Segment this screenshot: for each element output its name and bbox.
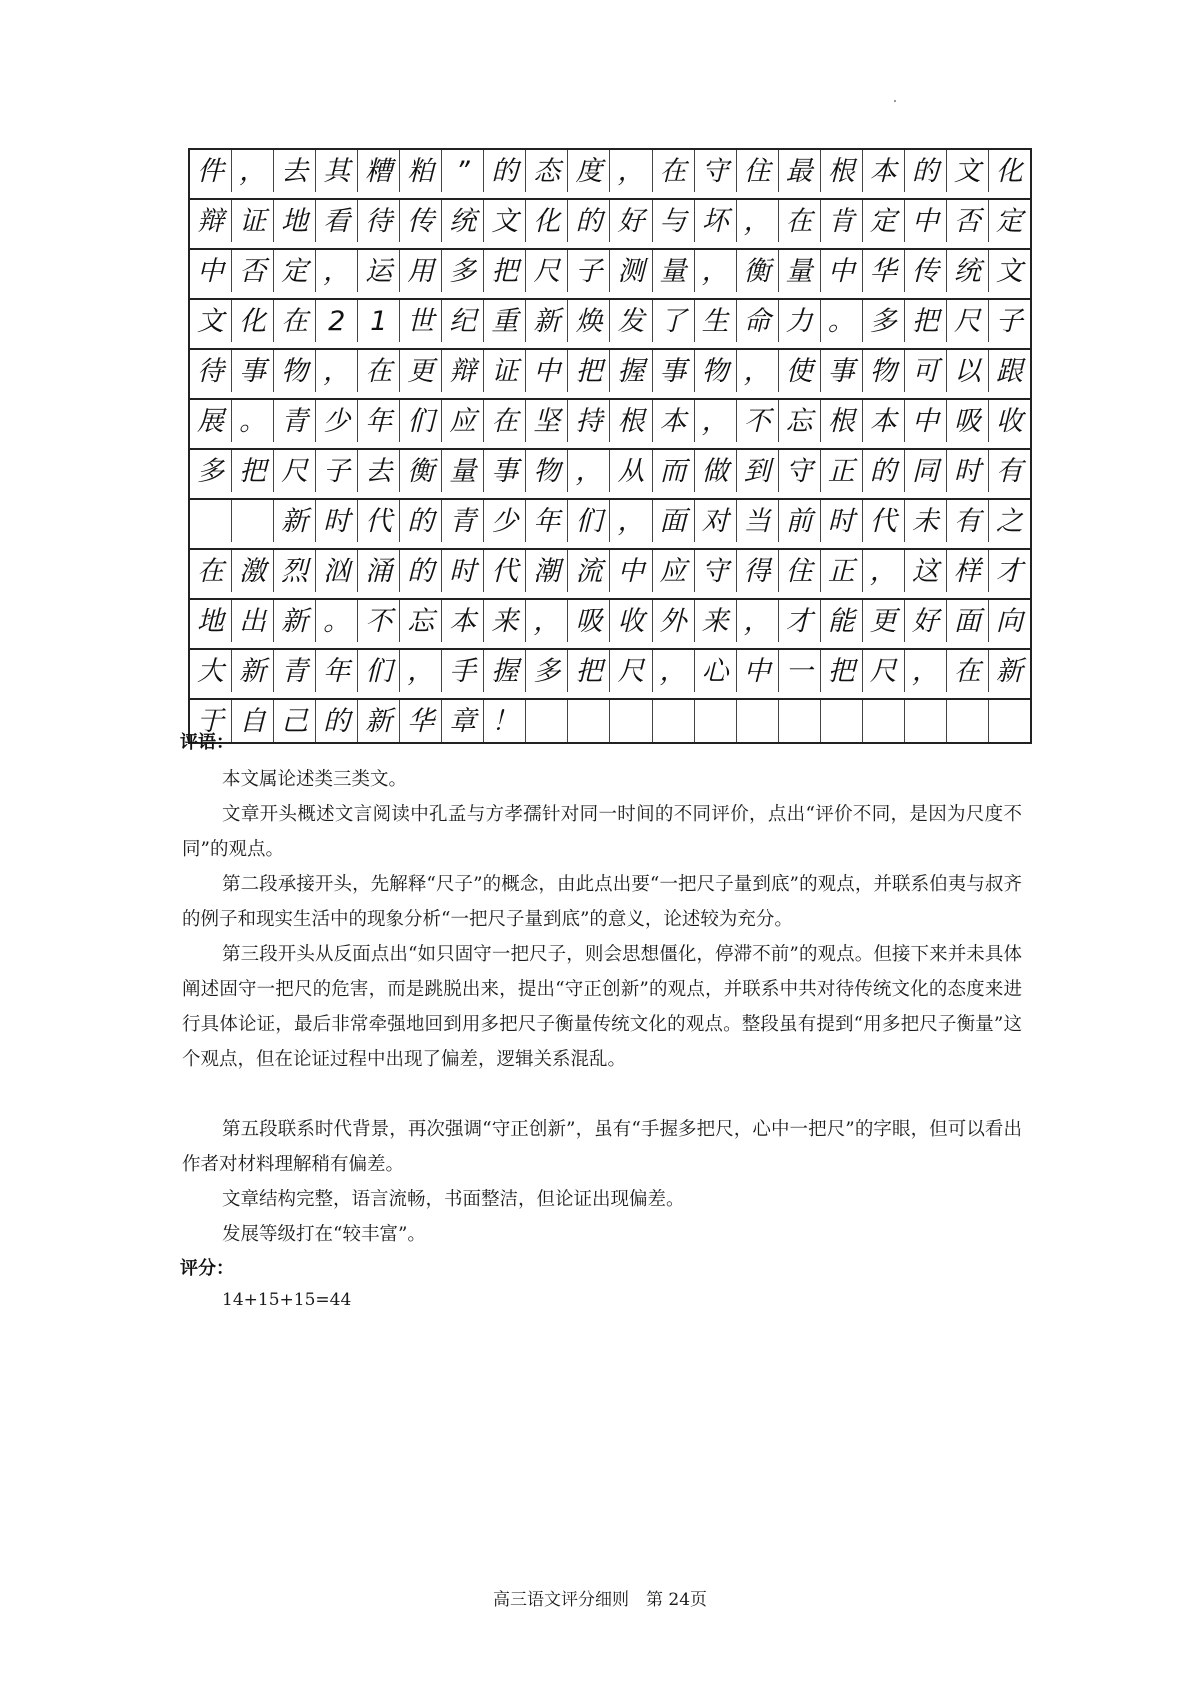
grid-cell: 事 (231, 350, 273, 392)
grid-cell: 地 (197, 605, 225, 637)
grid-cell: 其 (315, 150, 357, 192)
grid-cell: 在 (273, 300, 315, 342)
comment-paragraph-7: 发展等级打在“较丰富”。 (222, 1224, 426, 1245)
grid-cell: 发 (609, 300, 651, 342)
page-footer: 高三语文评分细则 第 24页 (492, 1590, 708, 1610)
grid-cell: 做 (694, 450, 736, 492)
grid-cell: 子 (315, 450, 357, 492)
grid-cell: 手 (441, 650, 483, 692)
grid-cell (190, 500, 231, 542)
grid-cell: 新 (231, 650, 273, 692)
grid-cell: 多 (441, 250, 483, 292)
grid-cell: 好 (609, 200, 651, 242)
grid-cell: 代 (357, 500, 399, 542)
grid-cell: 证 (231, 200, 273, 242)
grid-cell: ， (609, 500, 651, 542)
grid-cell: 向 (988, 600, 1030, 642)
grid-cell: 未 (904, 500, 946, 542)
grid-cell: 文 (988, 250, 1030, 292)
grid-cell: 的 (399, 500, 441, 542)
grid-cell: 把 (483, 250, 525, 292)
grid-cell: 度 (567, 150, 609, 192)
grid-cell: 2 (315, 300, 357, 342)
grid-cell: 代 (862, 500, 904, 542)
score-label: 评分： (180, 1258, 234, 1279)
grid-cell: 中 (197, 255, 225, 287)
grid-cell: 涌 (357, 550, 399, 592)
grid-cell: 尺 (273, 450, 315, 492)
grid-cell (567, 700, 609, 742)
grid-cell: 。 (820, 300, 862, 342)
grid-cell: 物 (273, 350, 315, 392)
grid-cell: 青 (273, 650, 315, 692)
grid-cell: 应 (441, 400, 483, 442)
grid-cell: 物 (694, 350, 736, 392)
grid-cell: 1 (357, 300, 399, 342)
grid-cell: 中 (820, 250, 862, 292)
grid-cell: 中 (609, 550, 651, 592)
grid-cell: 能 (820, 600, 862, 642)
grid-cell: 好 (904, 600, 946, 642)
grid-cell: 当 (736, 500, 778, 542)
grid-cell: 传 (904, 250, 946, 292)
grid-cell: 多 (197, 455, 225, 487)
grid-cell: 华 (862, 250, 904, 292)
grid-cell: 之 (988, 500, 1030, 542)
grid-cell: 事 (820, 350, 862, 392)
comment-paragraph-4: 第三段开头从反面点出“如只固守一把尺子，则会思想僵化，停滞不前”的观点。但接下来并未具体阐述固守一把尺的危害，而是跳脱出来，提出“守正创新”的观点，并联系中共对待传统文化的态度来进行具体论证，最后非常牵强地回到用多把尺子衡量传统文化的观点。整段虽有提到“用多把尺子衡量”这个观点，但在论证过程中出现了偏差，逻辑关系混乱。 (182, 944, 1022, 1070)
grid-cell: 的 (862, 450, 904, 492)
grid-cell: 化 (525, 200, 567, 242)
grid-cell (736, 700, 778, 742)
grid-cell: 使 (778, 350, 820, 392)
grid-cell: 来 (694, 600, 736, 642)
grid-cell: 的 (315, 700, 357, 742)
grid-cell: 本 (441, 600, 483, 642)
grid-cell: 新 (525, 300, 567, 342)
grid-cell: 文 (483, 200, 525, 242)
grid-cell: 本 (862, 150, 904, 192)
grid-cell: 粕 (399, 150, 441, 192)
grid-cell: 把 (904, 300, 946, 342)
grid-cell: 同 (904, 450, 946, 492)
grid-cell: ， (315, 250, 357, 292)
comment-paragraph-1: 本文属论述类三类文。 (222, 769, 408, 790)
grid-cell: 否 (231, 250, 273, 292)
grid-cell: 得 (736, 550, 778, 592)
grid-cell: ” (441, 150, 483, 192)
grid-cell: 定 (988, 200, 1030, 242)
grid-cell: 吸 (946, 400, 988, 442)
grid-cell: 中 (525, 350, 567, 392)
grid-cell: ， (862, 550, 904, 592)
grid-cell: 到 (736, 450, 778, 492)
grid-cell: 前 (778, 500, 820, 542)
grid-cell: 定 (273, 250, 315, 292)
grid-cell: 态 (525, 150, 567, 192)
grid-cell: 糟 (357, 150, 399, 192)
grid-cell: 青 (273, 400, 315, 442)
grid-cell: 章 (441, 700, 483, 742)
grid-cell: 在 (778, 200, 820, 242)
grid-row (190, 398, 1030, 442)
grid-cell: 中 (736, 650, 778, 692)
grid-cell: 了 (652, 300, 694, 342)
grid-cell: 根 (820, 400, 862, 442)
grid-cell: 收 (988, 400, 1030, 442)
grid-cell: 本 (862, 400, 904, 442)
grid-cell: 本 (652, 400, 694, 442)
grid-cell: 以 (946, 350, 988, 392)
grid-cell: ， (315, 350, 357, 392)
grid-cell: 量 (441, 450, 483, 492)
grid-cell: 重 (483, 300, 525, 342)
comment-paragraph-6: 文章结构完整，语言流畅，书面整洁，但论证出现偏差。 (222, 1189, 685, 1210)
grid-cell: 物 (525, 450, 567, 492)
grid-cell: 把 (820, 650, 862, 692)
grid-cell: ！ (483, 700, 525, 742)
grid-cell (231, 500, 273, 542)
grid-cell: 命 (736, 300, 778, 342)
grid-cell: ， (736, 600, 778, 642)
grid-cell: 忘 (778, 400, 820, 442)
grid-cell: 在 (483, 400, 525, 442)
grid-cell: 根 (609, 400, 651, 442)
grid-cell: 自 (231, 700, 273, 742)
grid-cell: 用 (399, 250, 441, 292)
grid-cell: 辩 (197, 205, 225, 237)
grid-cell: 多 (862, 300, 904, 342)
grid-cell: ， (399, 650, 441, 692)
grid-cell: 地 (273, 200, 315, 242)
grid-cell: 的 (483, 150, 525, 192)
grid-cell: 待 (197, 355, 225, 387)
grid-cell: 持 (567, 400, 609, 442)
grid-row (190, 598, 1030, 642)
comment-paragraph-3: 第二段承接开头，先解释“尺子”的概念，由此点出要“一把尺子量到底”的观点，并联系伯夷与叔齐的例子和现实生活中的现象分析“一把尺子量到底”的意义，论述较为充分。 (182, 874, 1022, 930)
grid-cell: 更 (862, 600, 904, 642)
grid-cell: 烈 (273, 550, 315, 592)
grid-cell: ， (231, 150, 273, 192)
grid-cell: 事 (483, 450, 525, 492)
grid-cell: 少 (483, 500, 525, 542)
grid-cell: 们 (357, 650, 399, 692)
grid-cell: 尺 (525, 250, 567, 292)
grid-cell (904, 700, 946, 742)
grid-cell: 应 (652, 550, 694, 592)
grid-cell: 辩 (441, 350, 483, 392)
grid-cell: 心 (694, 650, 736, 692)
grid-cell: 量 (778, 250, 820, 292)
grid-cell: 多 (525, 650, 567, 692)
grid-cell: 潮 (525, 550, 567, 592)
grid-cell: 吸 (567, 600, 609, 642)
grid-cell: 证 (483, 350, 525, 392)
grid-cell: 尺 (862, 650, 904, 692)
grid-cell: 样 (946, 550, 988, 592)
grid-cell: 青 (441, 500, 483, 542)
grid-cell (820, 700, 862, 742)
grid-cell: 可 (904, 350, 946, 392)
grid-cell: 运 (357, 250, 399, 292)
grid-cell: 纪 (441, 300, 483, 342)
grid-cell: 的 (904, 150, 946, 192)
grid-cell: 展 (197, 405, 225, 437)
grid-cell: 。 (315, 600, 357, 642)
grid-cell: 而 (652, 450, 694, 492)
grid-cell: 新 (273, 500, 315, 542)
grid-cell: 力 (778, 300, 820, 342)
grid-cell: 面 (652, 500, 694, 542)
grid-cell: 统 (946, 250, 988, 292)
grid-cell: 于 (197, 705, 225, 737)
grid-cell (525, 700, 567, 742)
grid-cell: 少 (315, 400, 357, 442)
grid-cell: 去 (273, 150, 315, 192)
grid-cell: 流 (567, 550, 609, 592)
grid-row (190, 498, 1030, 542)
grid-cell: 守 (694, 550, 736, 592)
grid-cell: 正 (820, 450, 862, 492)
grid-cell: 们 (567, 500, 609, 542)
grid-cell: 跟 (988, 350, 1030, 392)
grid-cell: 事 (652, 350, 694, 392)
grid-cell (988, 700, 1030, 742)
grid-cell: 定 (862, 200, 904, 242)
grid-cell: 坚 (525, 400, 567, 442)
grid-cell: 去 (357, 450, 399, 492)
grid-cell: 化 (231, 300, 273, 342)
grid-cell: 统 (441, 200, 483, 242)
grid-cell: 。 (231, 400, 273, 442)
grid-cell: 年 (357, 400, 399, 442)
grid-cell: 在 (197, 555, 225, 587)
grid-row (190, 648, 1030, 692)
grid-cell: 把 (567, 650, 609, 692)
comment-paragraph-5: 第五段联系时代背景，再次强调“守正创新”，虽有“手握多把尺，心中一把尺”的字眼，但可以看出作者对材料理解稍有偏差。 (182, 1119, 1022, 1175)
grid-cell: ， (736, 350, 778, 392)
grid-row (190, 548, 1030, 592)
grid-cell: 时 (946, 450, 988, 492)
grid-cell: 文 (197, 305, 225, 337)
grid-cell (778, 700, 820, 742)
grid-cell: 子 (988, 300, 1030, 342)
grid-cell: 衡 (399, 450, 441, 492)
grid-cell: 握 (483, 650, 525, 692)
grid-cell: 焕 (567, 300, 609, 342)
grid-cell: 收 (609, 600, 651, 642)
grid-cell: 年 (525, 500, 567, 542)
grid-cell: 新 (357, 700, 399, 742)
grid-cell: 更 (399, 350, 441, 392)
grid-cell: 华 (399, 700, 441, 742)
grid-cell: 住 (736, 150, 778, 192)
grid-cell: 尺 (946, 300, 988, 342)
grid-cell: 肯 (820, 200, 862, 242)
grid-cell: 根 (820, 150, 862, 192)
grid-cell: 外 (652, 600, 694, 642)
grid-row (190, 298, 1030, 342)
grid-cell: 面 (946, 600, 988, 642)
grid-cell: 握 (609, 350, 651, 392)
grid-cell: 守 (778, 450, 820, 492)
grid-cell: 年 (315, 650, 357, 692)
grid-cell: 子 (567, 250, 609, 292)
grid-cell: 待 (357, 200, 399, 242)
grid-cell: 件 (197, 155, 225, 187)
grid-cell: 与 (652, 200, 694, 242)
grid-cell: 把 (567, 350, 609, 392)
grid-cell: ， (652, 650, 694, 692)
grid-cell: 代 (483, 550, 525, 592)
grid-cell: ， (694, 400, 736, 442)
grid-cell: ， (567, 450, 609, 492)
grid-cell (862, 700, 904, 742)
grid-cell: 一 (778, 650, 820, 692)
grid-cell: 不 (736, 400, 778, 442)
grid-cell: 物 (862, 350, 904, 392)
grid-cell: 对 (694, 500, 736, 542)
score-value: 14+15+15=44 (222, 1290, 352, 1310)
grid-cell: ， (694, 250, 736, 292)
grid-cell: 时 (441, 550, 483, 592)
grid-cell: 中 (904, 200, 946, 242)
grid-cell: 守 (694, 150, 736, 192)
grid-cell: ， (736, 200, 778, 242)
grid-cell: 的 (567, 200, 609, 242)
comment-paragraph-2: 文章开头概述文言阅读中孔孟与方孝孺针对同一时间的不同评价，点出“评价不同，是因为尺度不同”的观点。 (182, 804, 1022, 860)
essay-grid (188, 148, 1032, 744)
grid-cell: 世 (399, 300, 441, 342)
grid-cell: 从 (609, 450, 651, 492)
grid-cell: 文 (946, 150, 988, 192)
grid-cell: 看 (315, 200, 357, 242)
grid-cell: 正 (820, 550, 862, 592)
grid-cell: 这 (904, 550, 946, 592)
grid-cell: 不 (357, 600, 399, 642)
grid-row (190, 148, 1030, 192)
grid-cell: ， (904, 650, 946, 692)
grid-cell: 生 (694, 300, 736, 342)
grid-cell: 否 (946, 200, 988, 242)
grid-cell: 把 (231, 450, 273, 492)
comments-label: 评语： (180, 732, 234, 753)
grid-row (190, 698, 1030, 744)
grid-cell: 的 (399, 550, 441, 592)
grid-cell: 尺 (609, 650, 651, 692)
scan-dot (894, 100, 896, 102)
grid-cell: 来 (483, 600, 525, 642)
grid-cell: 在 (357, 350, 399, 392)
grid-cell: 测 (609, 250, 651, 292)
grid-row (190, 448, 1030, 492)
grid-cell: 新 (988, 650, 1030, 692)
grid-cell: 在 (946, 650, 988, 692)
grid-cell: 有 (946, 500, 988, 542)
grid-cell: 在 (652, 150, 694, 192)
grid-cell: 住 (778, 550, 820, 592)
grid-cell: 衡 (736, 250, 778, 292)
grid-cell: 化 (988, 150, 1030, 192)
grid-cell: 传 (399, 200, 441, 242)
grid-cell: 新 (273, 600, 315, 642)
grid-row (190, 348, 1030, 392)
grid-cell: ， (525, 600, 567, 642)
grid-cell: 己 (273, 700, 315, 742)
grid-row (190, 198, 1030, 242)
grid-cell: 大 (197, 655, 225, 687)
grid-cell: 有 (988, 450, 1030, 492)
grid-cell: 才 (778, 600, 820, 642)
grid-cell: 忘 (399, 600, 441, 642)
grid-cell: 中 (904, 400, 946, 442)
grid-cell (652, 700, 694, 742)
grid-cell: 激 (231, 550, 273, 592)
grid-cell: 最 (778, 150, 820, 192)
grid-cell: 才 (988, 550, 1030, 592)
grid-cell: 出 (231, 600, 273, 642)
grid-cell: 量 (652, 250, 694, 292)
grid-cell (609, 700, 651, 742)
grid-row (190, 248, 1030, 292)
grid-cell (946, 700, 988, 742)
grid-cell: 时 (315, 500, 357, 542)
grid-cell (694, 700, 736, 742)
grid-cell: 汹 (315, 550, 357, 592)
grid-cell: ， (609, 150, 651, 192)
grid-cell: 时 (820, 500, 862, 542)
grid-cell: 坏 (694, 200, 736, 242)
grid-cell: 们 (399, 400, 441, 442)
